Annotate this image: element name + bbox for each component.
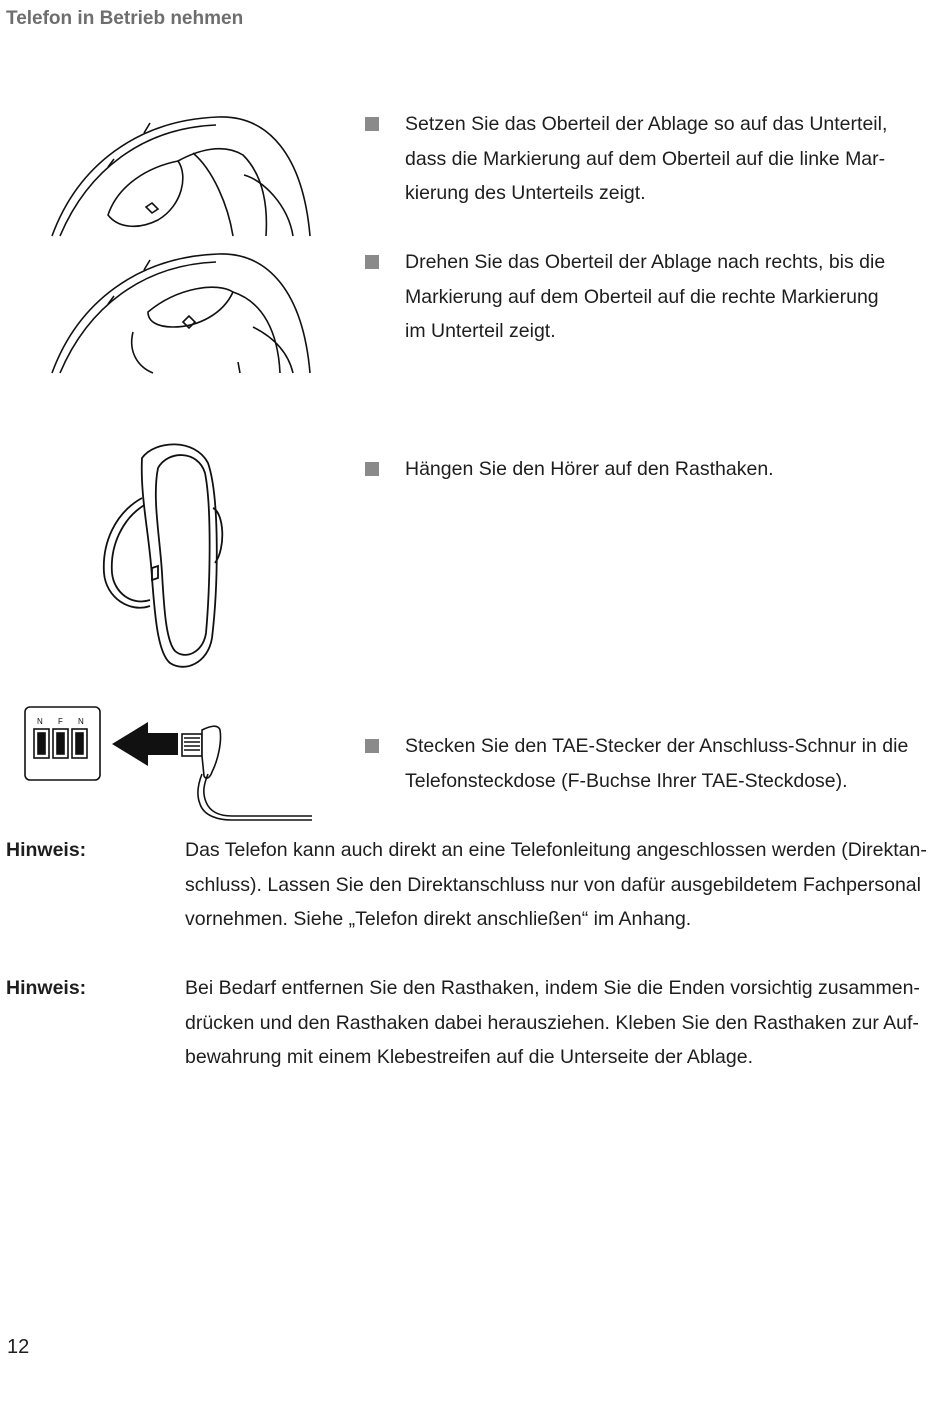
- step-2-line: Drehen Sie das Oberteil der Ablage nach rechts, bis die: [405, 251, 886, 273]
- step-4-line: Telefonsteckdose (F-Buchse Ihrer TAE-Steckdose).: [405, 769, 848, 792]
- note-2-line: Bei Bedarf entfernen Sie den Rasthaken, indem Sie die Enden vorsichtig zusammen-: [185, 977, 920, 999]
- note-1-text: [185, 833, 927, 937]
- note-2-line: drücken und den Rasthaken dabei herausziehen. Kleben Sie den Rasthaken zur Auf-: [185, 1011, 919, 1034]
- note-1-line: vornehmen. Siehe „Telefon direkt anschließen“ im Anhang.: [185, 908, 692, 930]
- step-1-line: Setzen Sie das Oberteil der Ablage so auf das Unterteil,: [405, 113, 888, 135]
- step-1-line: kierung des Unterteils zeigt.: [405, 182, 646, 204]
- step-2-text: [405, 245, 885, 349]
- step-4-text: [405, 729, 908, 798]
- note-1-line: Das Telefon kann auch direkt an eine Telefonleitung angeschlossen werden (Direktan-: [185, 839, 927, 861]
- socket-label-n-left: N: [37, 717, 43, 726]
- step-4-bullet: [365, 739, 379, 753]
- tae-plug-illustration: [180, 722, 316, 822]
- note-2-text: [185, 971, 920, 1075]
- step-1-text: [405, 107, 887, 211]
- running-header: Telefon in Betrieb nehmen: [6, 8, 244, 29]
- step-3-text: [405, 452, 774, 487]
- note-2-label: Hinweis:: [6, 977, 87, 999]
- insert-arrow-icon: [112, 722, 178, 766]
- handset-on-cradle-illustration: [100, 438, 230, 673]
- step-4-line: Stecken Sie den TAE-Stecker der Anschluss-Schnur in die: [405, 735, 909, 757]
- page-number: 12: [7, 1336, 30, 1358]
- note-1-line: schluss). Lassen Sie den Direktanschluss nur von dafür ausgebildetem Fachpersonal: [185, 873, 921, 896]
- step-1-bullet: [365, 117, 379, 131]
- step-2-line: Markierung auf dem Oberteil auf die rechte Markierung: [405, 285, 879, 308]
- tae-socket-illustration: [24, 706, 102, 782]
- step-1-line: dass die Markierung auf dem Oberteil auf die linke Mar-: [405, 147, 886, 170]
- step-2-bullet: [365, 255, 379, 269]
- socket-label-n-right: N: [78, 717, 84, 726]
- step-3-line: Hängen Sie den Hörer auf den Rasthaken.: [405, 458, 774, 480]
- note-2-line: bewahrung mit einem Klebestreifen auf die Unterseite der Ablage.: [185, 1046, 754, 1068]
- cradle-assembly-illustration-1: [48, 95, 318, 240]
- note-1-label: Hinweis:: [6, 839, 87, 861]
- step-2-line: im Unterteil zeigt.: [405, 320, 556, 342]
- cradle-assembly-illustration-2: [48, 232, 318, 377]
- socket-label-f: F: [58, 717, 63, 726]
- step-3-bullet: [365, 462, 379, 476]
